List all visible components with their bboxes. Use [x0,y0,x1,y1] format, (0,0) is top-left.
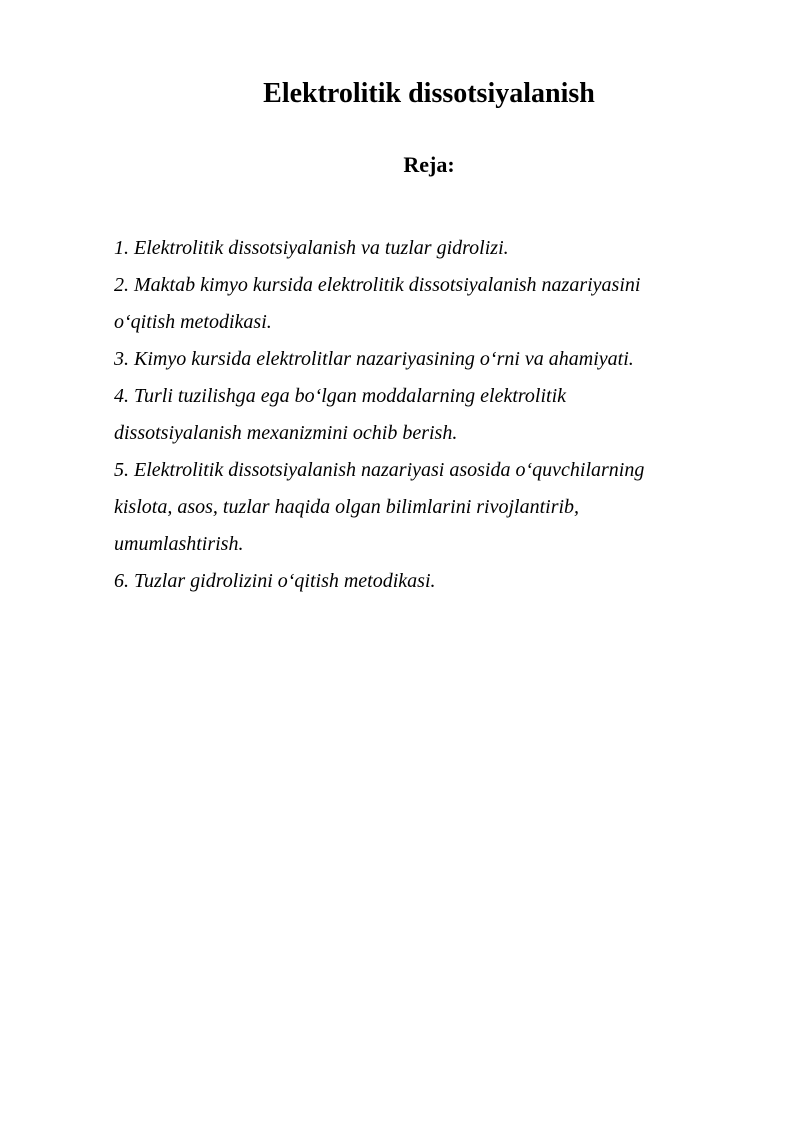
plan-line: 4. Turli tuzilishga ega bo‘lgan moddalarning elektrolitik [114,385,567,407]
plan-line: kislota, asos, tuzlar haqida olgan bilimlarini rivojlantirib, [114,496,580,518]
plan-line: 2. Maktab kimyo kursida elektrolitik dissotsiyalanish nazariyasini [114,274,641,296]
plan-list [114,230,704,600]
plan-line: 1. Elektrolitik dissotsiyalanish va tuzlar gidrolizi. [114,237,509,259]
plan-heading: Reja: [403,152,455,177]
plan-line: o‘qitish metodikasi. [114,311,272,333]
plan-line: 5. Elektrolitik dissotsiyalanish nazariyasi asosida o‘quvchilarning [114,459,645,481]
document-title: Elektrolitik dissotsiyalanish [263,78,595,109]
plan-line: dissotsiyalanish mexanizmini ochib berish. [114,422,458,444]
plan-line: 6. Tuzlar gidrolizini o‘qitish metodikasi. [114,570,436,592]
plan-line: 3. Kimyo kursida elektrolitlar nazariyasining o‘rni va ahamiyati. [114,348,634,370]
plan-line: umumlashtirish. [114,533,244,555]
